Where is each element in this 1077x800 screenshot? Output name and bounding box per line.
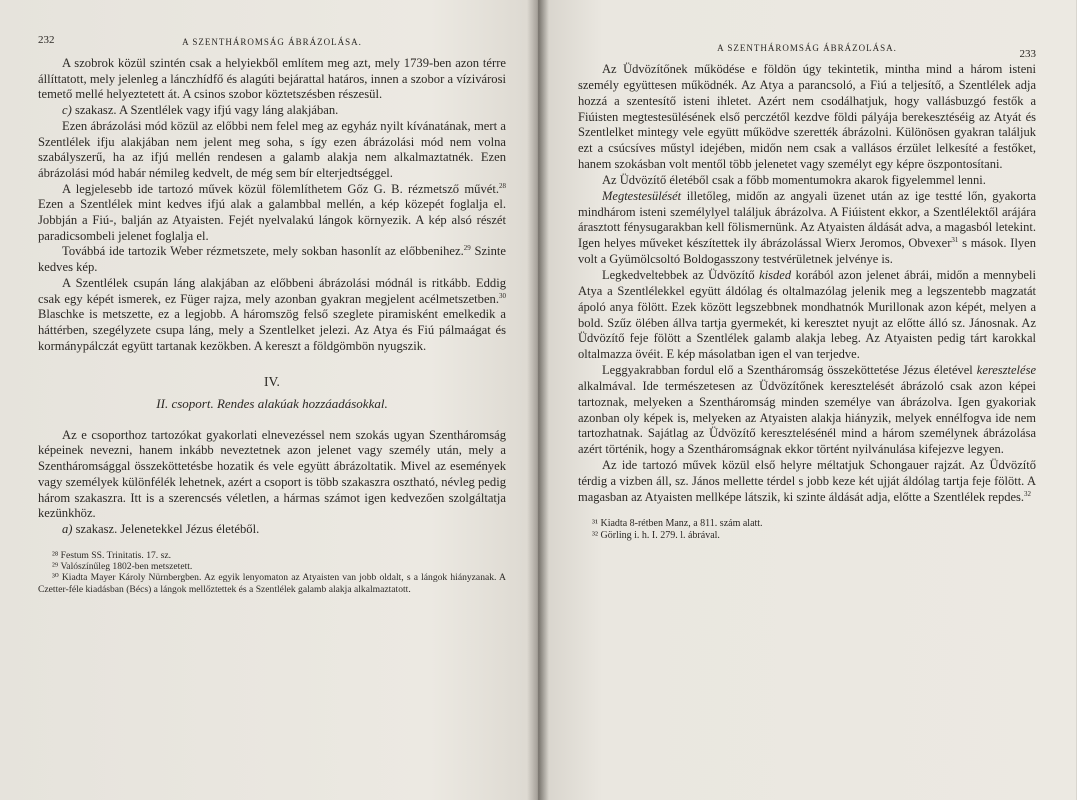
paragraph: A Szentlélek csupán láng alakjában az előbbeni ábrázolási módnál is ritkább. Eddig csak egy képét ismerek, ez Füger rajza, mely azonban gyakran megjelent acélmetszetben.$^{30}$ Blaschke is metszette, ez a legjobb. A háromszög felső szeglete piramisként emelkedik a háttérben, szegélyzete csupa láng, mely a Szentlelket jelezi. Az Atya és Fiú pálmaágat és kormánypálczát együtt tartanak kezökben. A kereszt a földgömbön nyugszik. [38, 275, 506, 353]
page-number: 233 [1019, 48, 1036, 60]
paragraph: Az Üdvözítőnek működése e földön úgy tekintetik, mintha mind a három isteni személy együttesen működnék. Az Atya a parancsoló, a Fiú a teljesítő, a Szentlélek adja hozzá a szentesítő isteni ihletet. Azért nem csodálhatjuk, hogy vallásbuzgó festők a Fiúisten megtestesülésének első perczétől kezdve földi pályája berekesztéséig az Atyát és Szentlelket mintegy vele együtt működve szerették ábrázolni. Különösen gyakran találjuk ezt a csúcsíves műstyl idejében, midőn nem csak a vallásos érzület lelkesíté a festőket, hanem szokásban volt mentől több jelenetet vagy személyt egy képre öszpontosítani. [578, 62, 1036, 172]
footnote: ²⁸ Festum SS. Trinitatis. 17. sz. [52, 549, 171, 561]
footnote-ref: 28 [499, 181, 506, 190]
paragraph: Ezen ábrázolási mód közül az előbbi nem felel meg az egyház nyilt kívánatának, mert a Szentlélek ifju alakjában nem jelent meg soha, s így ezen ábrázolási mód nem volna szabályszerű, ha az ifjú mellén rendesen a galamb alakja nem alkalmaztatnék. Ezen ábrázolási mód habár némileg kedvelt, de még sem bír elterjedtséggel. [38, 118, 506, 180]
paragraph: Az Üdvözítő életéből csak a főbb momentumokra akarok figyelemmel lenni. [602, 172, 986, 187]
paragraph: Az ide tartozó művek közül első helyre méltatjuk Schongauer rajzát. Az Üdvözítő térdig a vizben áll, sz. János mellette térdel s jobb keze két ujját áldólag tartja feje fölött. A magasban az Atyaisten mellképe látszik, ki szinte áldását adja, előtte a Szentlélek repdes.$^{32}$ [578, 458, 1036, 504]
footnote: ²⁹ Valószínűleg 1802-ben metszetett. [52, 560, 193, 572]
book-gutter [527, 0, 549, 800]
right-page [538, 0, 1076, 800]
footnotes [38, 550, 506, 595]
paragraph: Továbbá ide tartozik Weber rézmetszete, mely sokban hasonlít az előbbenihez.$^{29}$ Szinte kedves kép. [38, 244, 506, 275]
footnotes [578, 518, 1036, 542]
footnote-ref: 29 [463, 244, 471, 253]
page-number: 232 [38, 34, 55, 46]
footnote-ref: 32 [1024, 489, 1032, 498]
paragraph: A szobrok közül szintén csak a helyiekből említem meg azt, mely 1739-ben azon térre állíttatott, mely jelenleg a lánczhídfő és alagúti bejárattal határos, innen a szobor a vízivárosi temető mellé helyeztetett át. A csinos szobor köztetszésben részesül. [38, 56, 506, 102]
running-head: A SZENTHÁROMSÁG ÁBRÁZOLÁSA. [717, 43, 897, 53]
footnote-ref: 31 [951, 236, 959, 245]
footnote: ³¹ Kiadta 8-rétben Manz, a 811. szám alatt. [592, 517, 763, 529]
paragraph: Az e csoporthoz tartozókat gyakorlati elnevezéssel nem szokás ugyan Szentháromság képeinek nevezni, hanem inkább neveztetnek azon jelenet vagy személy után, mely a Szentháromsággal összeköttetésbe hozatik és vele együtt ábrázoltatik. Mivel az események vagy személyek különfélék lehetnek, azért a csoport is több szakaszra osztható, névleg pedig három szakaszra. Itt is a szerencsés véletlen, a hármas számot igen kedvezően szolgáltatja kezünkhöz. [38, 427, 506, 521]
footnote: ³² Görling i. h. I. 279. l. ábrával. [592, 529, 720, 541]
right-page-header [578, 40, 1036, 60]
left-page-header [38, 34, 506, 50]
footnote: ³⁰ Kiadta Mayer Károly Nürnbergben. Az egyik lenyomaton az Atyaisten van jobb oldalt, s a lángok hiányzanak. A Czetter-féle kiadásban (Bécs) a lángok mellőztettek és a Szentlélek galamb alakja alkalmaztatott. [38, 572, 506, 595]
paragraph: c) szakasz. A Szentlélek vagy ifjú vagy láng alakjában. [62, 103, 339, 118]
section-number: IV. [264, 374, 280, 390]
paragraph: a) szakasz. Jelenetekkel Jézus életéből. [62, 521, 260, 536]
running-head: A SZENTHÁROMSÁG ÁBRÁZOLÁSA. [182, 37, 362, 47]
left-page [0, 0, 538, 800]
paragraph: Legkedveltebbek az Üdvözítő kisded korából azon jelenet ábrái, midőn a mennybeli Atya a Szentlélekkel együtt áldólag és oltalmazólag jelenik meg a legszentebb magzatát ápoló anya fölött. Ezek között legszebbnek mondhatnók Murillonak azon képét, melyen a bold. Szűz ölében állva tartja gyermekét, ki keresztet nyujt az előtte álló sz. Jánosnak. Az Üdvözítő feje fölött a Szentlélek galamb alakja lebeg. Az Atyaisten pedig tárt karokkal oltalmazza övéit. E kép másolatban igen el van terjedve. [578, 267, 1036, 362]
paragraph: A legjelesebb ide tartozó művek közül fölemlíthetem Gőz G. B. rézmetsző művét.$^{28}$ Ezen a Szentlélek mint kedves ifjú alak a galambbal mellén, a kép közepét foglalja el. Jobbján a Fiú-, balján az Atyaisten. Fejét nyelvalakú lángok környezik. A kép alsó részét paradicsombeli jelenet foglalja el. [38, 181, 506, 243]
section-title: II. csoport. Rendes alakúak hozzáadásokkal. [156, 396, 388, 412]
paragraph: Leggyakrabban fordul elő a Szentháromság összeköttetése Jézus életével keresztelése alkalmával. Ide természetesen az Üdvözítőnek keresztelését ábrázoló csak azon képei tartoznak, melyeken a Szentháromság minden személye van ábrázolva. Igen gyakoriak azonban oly képek is, melyeken az Atyaisten alakja hiányzik, melyek ennélfogva ide nem tartozhatnak. Sajátlag az Üdvözítő keresztelésénél mind a három személynek ábrázolása azért történik, hogy a Szentháromságnak ekkor történt nyilvánulása kifejezve legyen. [578, 363, 1036, 457]
paragraph: Megtestesülését illetőleg, midőn az angyali üzenet után az ige testté lőn, gyakorta mindhárom isteni személylyel találjuk ábrázolva. A Fiúistent ekkor, a Szentlélektől arájára árasztott fénysugarakban kell fölismernünk. Az Atyaisten áldását adva, a magasból letekint. Igen helyes műveket készítettek ily ábrázolással Wierx Jeromos, Obvexer$^{31}$ s mások. Ilyen volt a Gyümölcsoltó Boldogasszony testvérületnek jelvénye is. [578, 188, 1036, 267]
footnote-ref: 30 [499, 291, 506, 300]
